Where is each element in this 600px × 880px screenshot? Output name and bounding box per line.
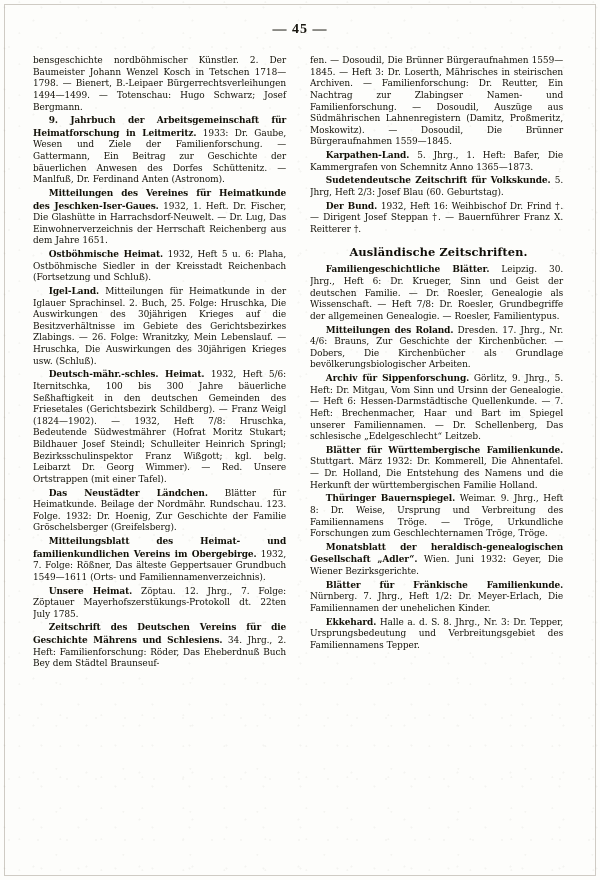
- entry-body: bensgeschichte nordböhmischer Künstler. 2. Der Baumeister Johann Wenzel Kosch in Tetschen 1718—1798. — Bienert, B.-Leipaer Bürgerrechtsverleihungen 1494—1499. — Totenschau: Hugo Schwarz; Josef Bergmann.: [33, 56, 287, 113]
- entry-body: 5. Jhrg., 1. Heft: Bafer, Die Kammergrafen von Schemnitz Anno 1365—1873.: [310, 151, 564, 173]
- entry-body: Leipzig. 30. Jhrg., Heft 6: Dr. Krueger, Sinn und Geist der deutschen Familie. — Dr. Roesler, Genealogie als Wissenschaft. — Heft 7/8: Dr. Roesler, Grundbegriffe der allgemeinen Genealogie. — Roesler, Familientypus.: [310, 265, 564, 322]
- entry-title: Karpathen-Land.: [325, 150, 410, 161]
- entry-title: Monatsblatt der heraldisch-genealogischen Gesellschaft „Adler“.: [310, 541, 564, 566]
- bibliography-entry: [310, 201, 563, 237]
- entry-body: 1932, 1. Heft. Dr. Fischer, Die Glashütte in Harrachsdorf-Neuwelt. — Dr. Lug, Das Einwohnerverzeichnis der Herrschaft Reichenberg aus dem Jahre 1651.: [33, 201, 287, 247]
- entry-body: 1933: Dr. Gaube, Wesen und Ziele der Familienforschung. — Gattermann, Ein Beitrag zur Geschichte der bäuerlichen Anwesen des Dorfes Schüttenitz. — Manlfuß, Dr. Ferdinand Anten (Astronom).: [33, 128, 287, 186]
- entry-title: Thüringer Bauernspiegel.: [325, 493, 456, 505]
- entry-body: 1932, Heft 16: Weihbischof Dr. Frind †. — Dirigent Josef Steppan †. — Bauernführer Franz X. Reitterer †.: [310, 201, 564, 235]
- entry-title: Deutsch-mähr.-schles. Heimat.: [48, 369, 205, 381]
- bibliography-entry: [310, 325, 563, 373]
- entry-body: Halle a. d. S. 8. Jhrg., Nr. 3: Dr. Tepper, Ursprungsbedeutung und Verbreitungsgebiet des Familiennamens Tepper.: [310, 617, 564, 651]
- entry-title: Zeitschrift des Deutschen Vereins für die Geschichte Mährens und Schlesiens.: [33, 622, 287, 646]
- entry-body: Zöptau. 12. Jhrg., 7. Folge: Zöptauer Mayerhofszerstükungs-Protokoll dt. 22ten July 1785.: [33, 586, 287, 620]
- bibliography-entry: [33, 286, 286, 368]
- bibliography-entry: [33, 586, 286, 622]
- bibliography-entry: [33, 488, 286, 536]
- entry-title: Ekkehard.: [325, 616, 377, 628]
- bibliography-entry: [310, 373, 563, 444]
- entry-body: Mitteilungen für Heimatkunde in der Iglauer Sprachinsel. 2. Buch, 25. Folge: Hruschka, Die Auswirkungen des 30jährigen Krieges auf die Besitzverhältnisse im Gebiete des Gerichtsbezirkes Zlabings. — 26. Folge: Wranitzky, Mein Lebenslauf. — Hruschka, Die Auswirkungen des 30jährigen Krieges usw. (Schluß).: [33, 286, 287, 367]
- entry-body: Dresden. 17. Jhrg., Nr. 4/6: Brauns, Zur Geschichte der Kirchenbücher. — Dobers, Die Kirchenbücher als Grundlage bevölkerungsbiologischer Arbeiten.: [310, 325, 564, 371]
- bibliography-entry: [33, 249, 286, 285]
- entry-body: Weimar. 9. Jhrg., Heft 8: Dr. Weise, Ursprung und Verbreitung des Familiennamens Tröge. — Tröge, Urkundliche Forschungen zum Geschlechternamen Tröge, Tröge.: [310, 494, 564, 540]
- bibliography-entry: [33, 188, 286, 248]
- entry-body: Wien. Juni 1932: Geyer, Die Wiener Bezirksgerichte.: [310, 555, 564, 577]
- left-column: [33, 56, 290, 856]
- entry-body: Blätter für Heimatkunde. Beilage der Nordmähr. Rundschau. 123. Folge. 1932: Dr. Hoenig, Zur Geschichte der Familie Gröschelsberger (Greifelsberg).: [33, 488, 287, 534]
- bibliography-entry: [310, 542, 563, 579]
- entry-title: Mitteilungsblatt des Heimat- und familienkundlichen Vereins im Obergebirge.: [33, 536, 287, 560]
- entry-title: 9. Jahrbuch der Arbeitsgemeinschaft für Heimatforschung in Leitmeritz.: [33, 115, 287, 139]
- bibliography-entry: [310, 150, 563, 174]
- entry-body: 5. Jhrg, Heft 2/3: Josef Blau (60. Geburtstag).: [310, 176, 564, 198]
- entry-body: Görlitz, 9. Jhrg., 5. Heft: Dr. Mitgau, Vom Sinn und Ursinn der Genealogie. — Heft 6: Hessen-Darmstädtische Quellenkunde. — 7. Heft: Brechenmacher, Haar und Bart im Spiegel unserer Familiennamen. — Dr. Schellenberg, Das schlesische „Edelgeschlecht“ Leitzeb.: [310, 374, 564, 443]
- entry-title: Blätter für Württembergische Familienkunde.: [325, 444, 564, 456]
- bibliography-entry: [310, 264, 563, 323]
- entry-title: Archiv für Sippenforschung.: [325, 373, 470, 384]
- entry-title: Ostböhmische Heimat.: [48, 249, 164, 260]
- page-number: — 45 —: [272, 22, 328, 37]
- entry-title: Sudetendeutsche Zeitschrift für Volkskunde.: [325, 175, 551, 187]
- entry-title: Das Neustädter Ländchen.: [48, 487, 208, 499]
- entry-title: Blätter für Fränkische Familienkunde.: [325, 579, 564, 591]
- entry-title: Igel-Land.: [48, 285, 100, 297]
- entry-body: 1932, Heft 5 u. 6: Plaha, Ostböhmische Siedler in der Kreisstadt Reichenbach (Fortsetzung und Schluß).: [33, 250, 287, 284]
- entry-body: 1932, 7. Folge: Rößner, Das älteste Geppertsauer Grundbuch 1549—1611 (Orts- und Familiennamenverzeichnis).: [33, 549, 287, 583]
- entry-title: Der Bund.: [325, 200, 378, 212]
- right-column: [310, 56, 567, 856]
- bibliography-entry: [310, 617, 563, 653]
- bibliography-entry: [310, 493, 563, 541]
- entry-body: Nürnberg. 7. Jhrg., Heft 1/2: Dr. Meyer-Erlach, Die Familiennamen der unehelichen Kinder.: [310, 592, 564, 614]
- bibliography-entry: [310, 445, 563, 493]
- bibliography-entry: [33, 369, 286, 486]
- entry-title: Unsere Heimat.: [48, 585, 133, 597]
- bibliography-entry: [33, 536, 286, 585]
- bibliography-entry: [33, 622, 286, 671]
- entry-title: Mitteilungen des Roland.: [325, 324, 454, 336]
- bibliography-entry: [33, 56, 286, 114]
- entry-body: 1932, Heft 5/6: Iternitschka, 100 bis 300 Jahre bäuerliche Seßhaftigkeit in den deutschen Gemeinden des Friesetales (Gerichtsbezirk Schildberg). — Franz Weigl (1824—1902). — 1932, Heft 7/8: Hruschka, Bedeutende Südwestmährer (Hofrat Moritz Stukart; Bildhauer Josef Steindl; Schulleiter Heinrich Springl; Bezirksschulinspektor Franz Wißgott; kgl. belg. Leibarzt Dr. Georg Wimmer). — Red. Unsere Ortstrappen (mit einer Tafel).: [33, 370, 287, 485]
- entry-title: Mitteilungen des Vereines für Heimatkunde des Jeschken-Iser-Gaues.: [33, 187, 287, 212]
- entry-body: 34. Jhrg., 2. Heft: Familienforschung: Röder, Das Eheberdnuß Buch Bey dem Städtel Braunseuf-: [33, 636, 287, 670]
- entry-body: fen. — Dosoudil, Die Brünner Bürgeraufnahmen 1559—1845. — Heft 3: Dr. Loserth, Mährisches in steirischen Archiven. — Familienforschung: Dr. Reutter, Ein Nachtrag zur Zlabingser Namen- und Familienforschung. — Dosoudil, Auszüge aus Südmährischen Lahnenregistern (Damitz, Proßmeritz, Moskowitz). — Dosoudil, Die Brünner Bürgeraufnahmen 1559—1845.: [310, 56, 564, 148]
- entry-body: Stuttgart. März 1932: Dr. Kommerell, Die Ahnentafel. — Dr. Holland, Die Entstehung des Namens und die Herkunft der württembergischen Familie Holland.: [310, 457, 564, 491]
- bibliography-entry: [310, 175, 563, 199]
- bibliography-entry: [310, 56, 563, 149]
- bibliography-entry: [33, 115, 286, 187]
- section-heading: Ausländische Zeitschriften.: [349, 245, 528, 260]
- entry-title: Familiengeschichtliche Blätter.: [325, 264, 490, 276]
- bibliography-entry: [310, 580, 563, 616]
- two-column-body: [33, 56, 567, 856]
